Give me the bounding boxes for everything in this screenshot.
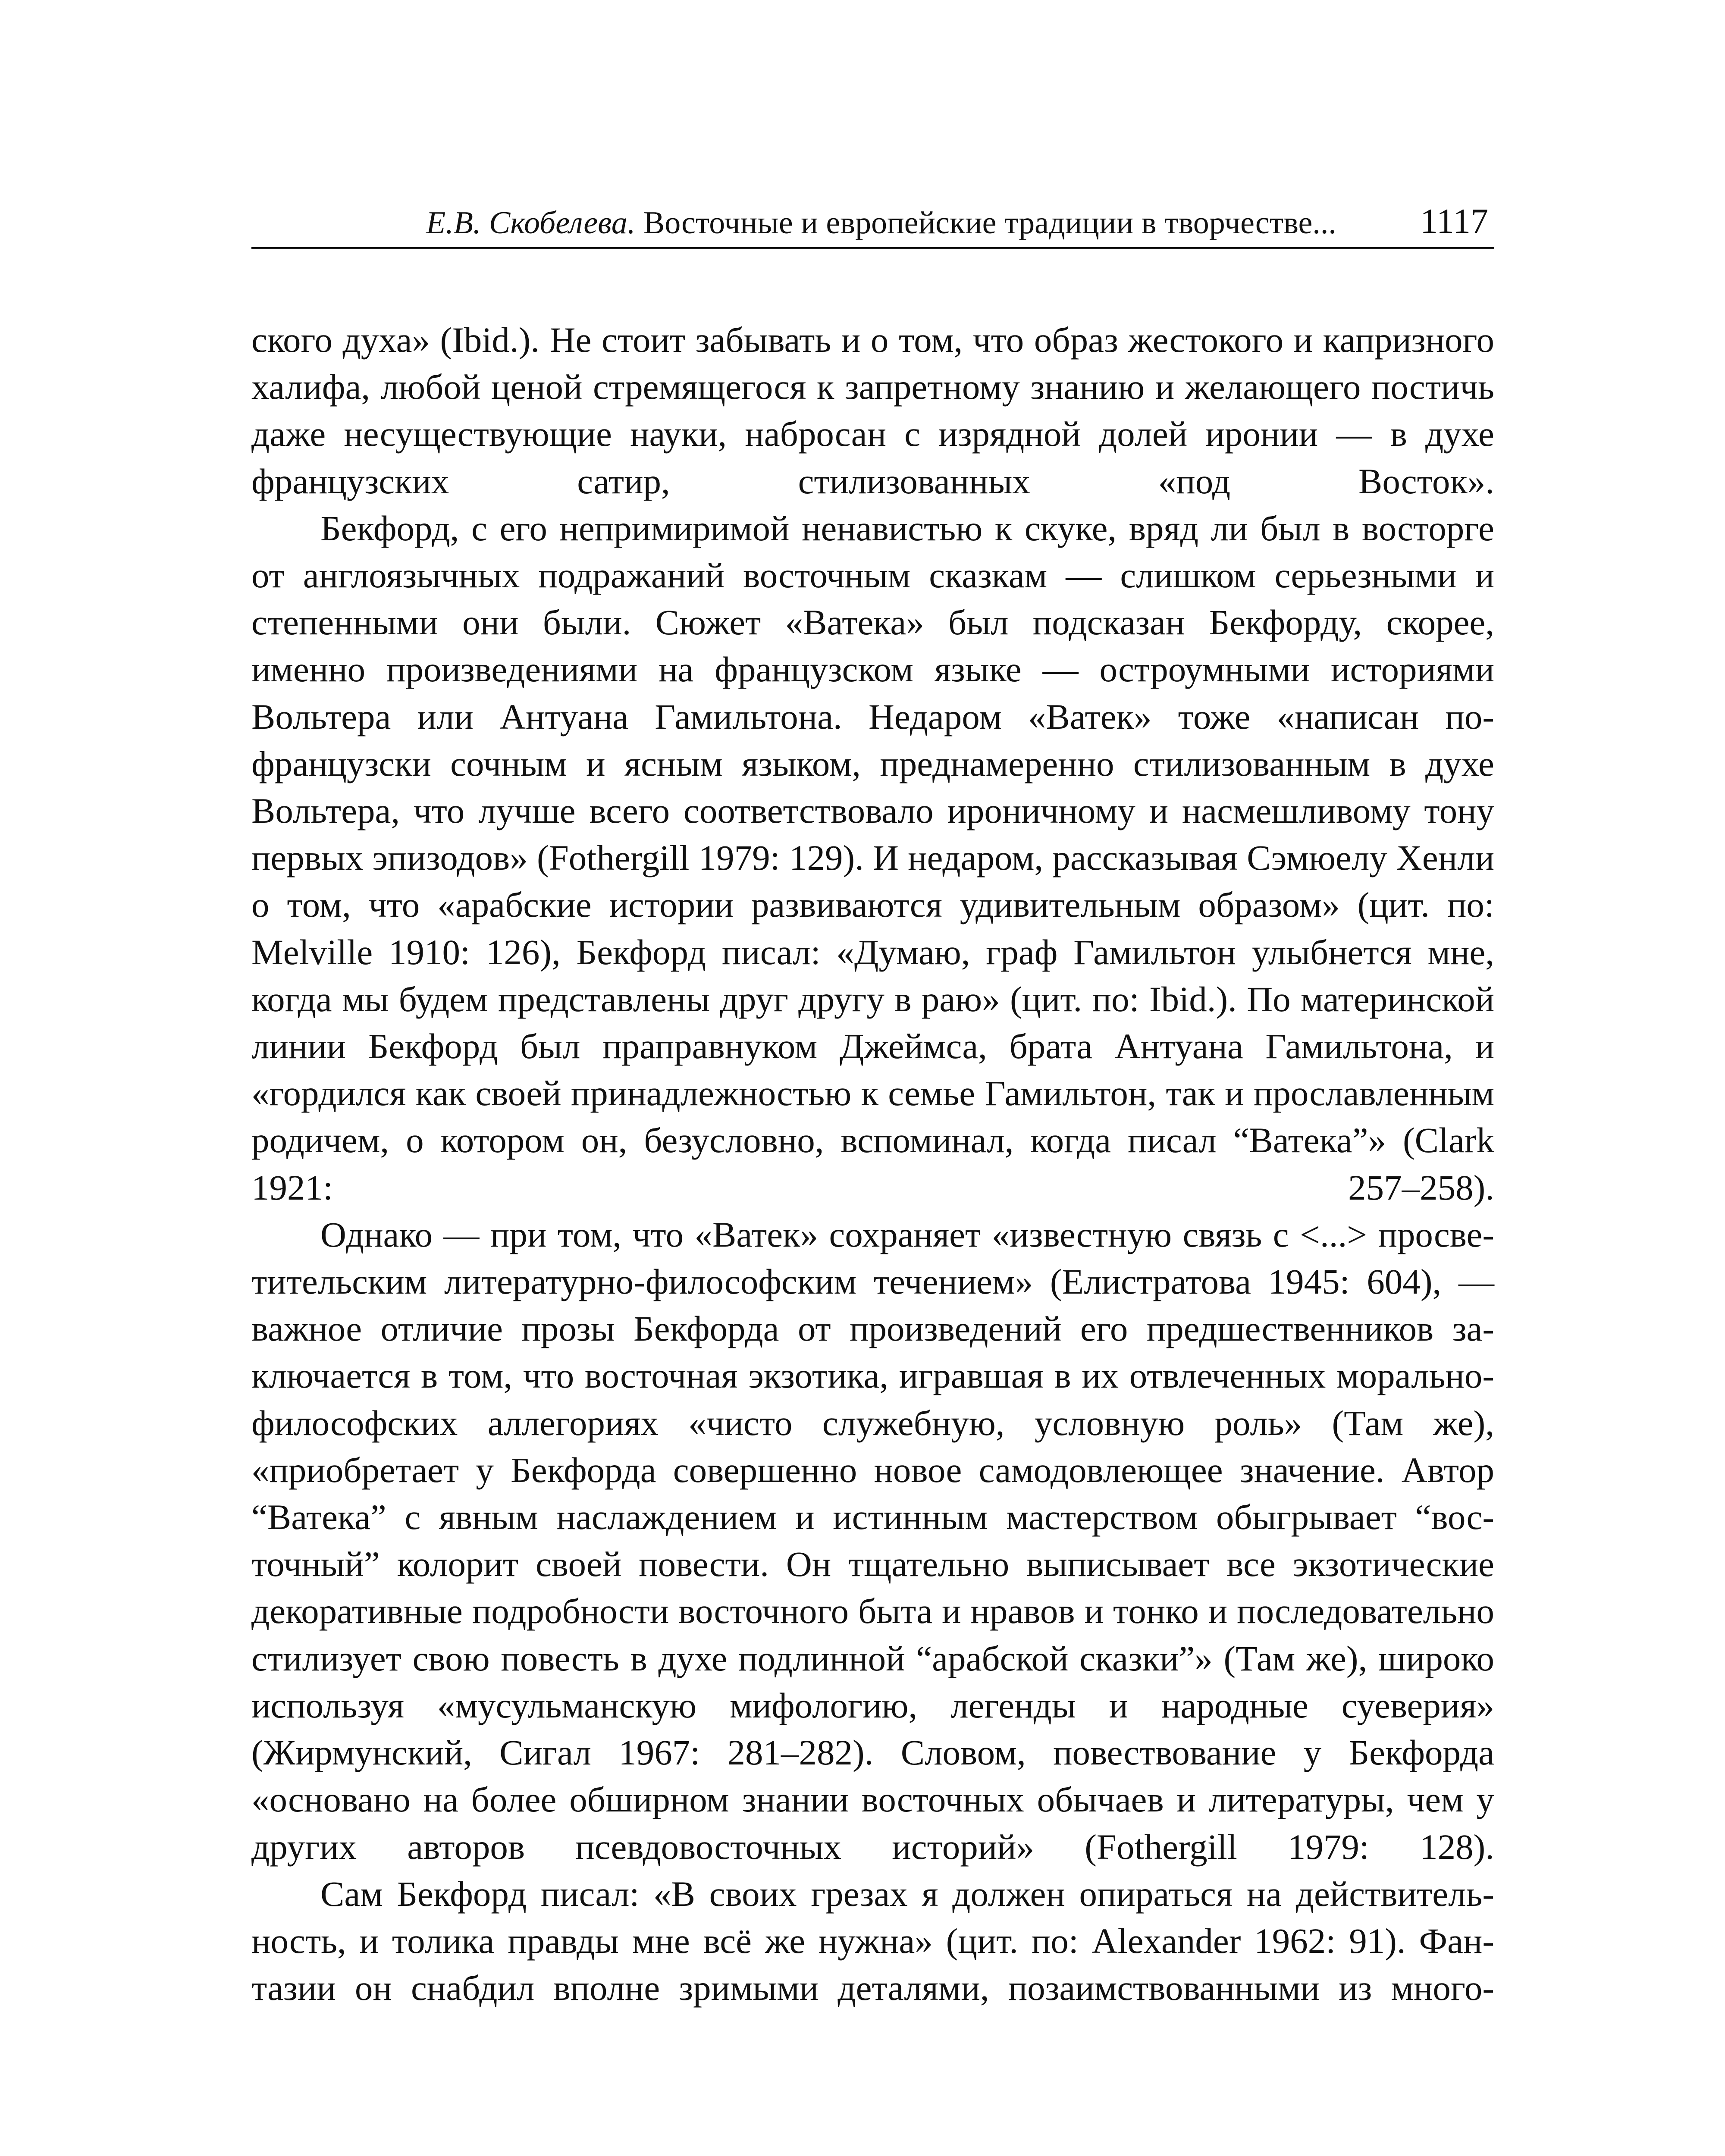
page-number: 1117	[1420, 201, 1488, 241]
header-title: Восточные и европейские традиции в творчестве...	[643, 205, 1336, 241]
paragraph-3: Однако — при том, что «Ватек» сохраняет «известную связь с <...> просветительским литературно-философским течением» (Елистратова 1945: 604), — важное отличие прозы Бекфорда от произведений его предшественников заключается в том, что восточная экзотика, игравшая в их отвлеченных морально-философских аллегориях «чисто служебную, условную роль» (Там же), «приобретает у Бекфорда совершенно новое самодовлеющее значение. Автор “Ватека” с явным наслаждением и истинным мастерством обыгрывает “восточный” колорит своей повести. Он тщательно выписывает все экзотические декоративные подробности восточного быта и нравов и тонко и последовательно стилизует свою повесть в духе подлинной “арабской сказки”» (Там же), широко используя «мусульманскую мифологию, легенды и народные суеверия» (Жирмунский, Сигал 1967: 281–282). Словом, повествование у Бекфорда «основано на более обширном знании восточных обычаев и литературы, чем у других авторов псевдовосточных историй» (Fothergill 1979: 128).	[251, 1214, 1494, 1867]
running-header	[251, 197, 1494, 249]
paragraph-4: Сам Бекфорд писал: «В своих грезах я должен опираться на действительность, и толика правды мне всё же нужна» (цит. по: Alexander 1962: 91). Фантазии он снабдил вполне зримыми деталями, позаимствованными из много-	[251, 1874, 1494, 2008]
header-text	[426, 204, 1336, 242]
book-page	[251, 0, 1494, 2156]
paragraph-2: Бекфорд, с его непримиримой ненавистью к скуке, вряд ли был в восторге от англоязычных подражаний восточным сказкам — слишком серьезными и степенными они были. Сюжет «Ватека» был подсказан Бекфорду, скорее, именно произведениями на французском языке — остроумными историями Вольтера или Антуана Гамильтона. Недаром «Ватек» тоже «написан пофранцузски сочным и ясным языком, преднамеренно стилизованным в духе Вольтера, что лучше всего соответствовало ироничному и насмешливому тону первых эпизодов» (Fothergill 1979: 129). И недаром, рассказывая Сэмюелу Хенли о том, что «арабские истории развиваются удивительным образом» (цит. по: Melville 1910: 126), Бекфорд писал: «Думаю, граф Гамильтон улыбнется мне, когда мы будем представлены друг другу в раю» (цит. по: Ibid.). По материнской линии Бекфорд был праправнуком Джеймса, брата Антуана Гамильтона, и «гордился как своей принадлежностью к семье Гамильтон, так и прославленным родичем, о котором он, безусловно, вспоминал, когда писал “Ватека”» (Clark 1921: 257–258).	[251, 508, 1494, 1207]
header-author: Е.В. Скобелева.	[426, 205, 636, 241]
body-text	[251, 317, 1494, 2012]
paragraph-1: ского духа» (Ibid.). Не стоит забывать и о том, что образ жестокого и капризного халифа, любой ценой стремящегося к запретному знанию и желающего постичь даже несуществующие науки, набросан с изрядной долей иронии — в духе французских сатир, стилизованных «под Восток».	[251, 320, 1494, 501]
